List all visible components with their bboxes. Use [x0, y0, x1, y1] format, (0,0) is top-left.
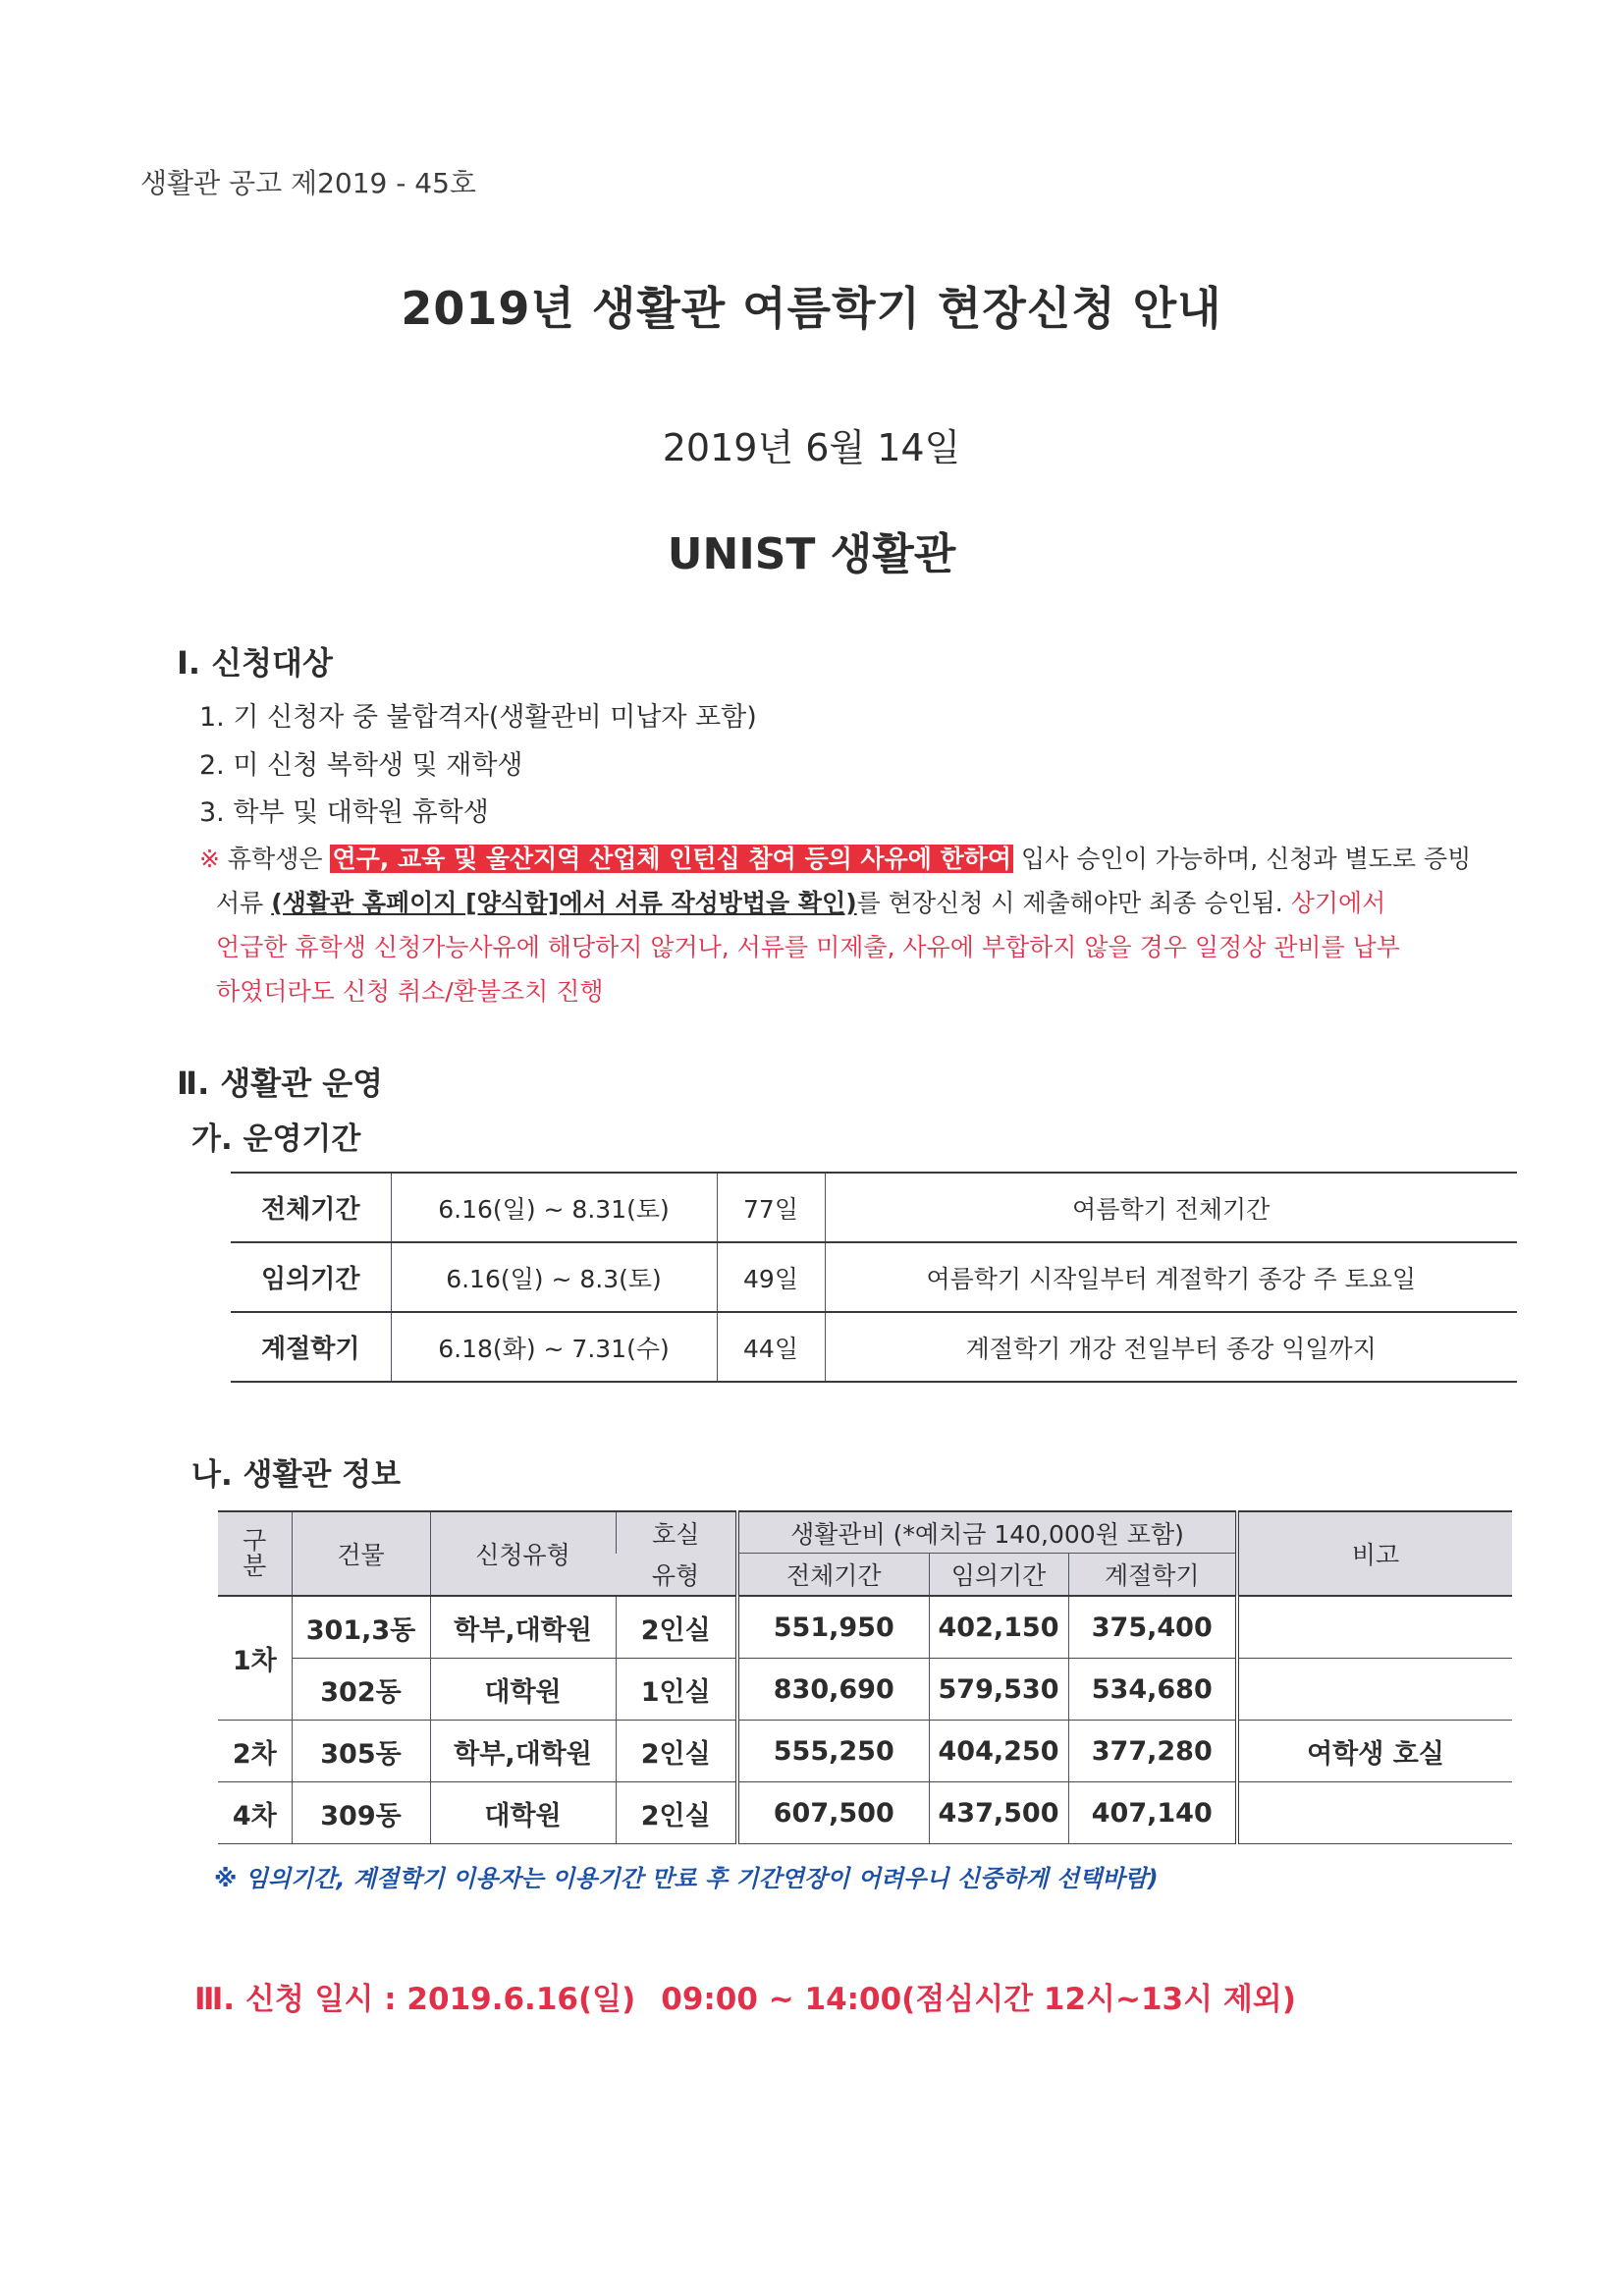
- period-range: 6.18(화) ~ 7.31(수): [391, 1312, 717, 1382]
- remark-cell: [1237, 1596, 1512, 1659]
- col-header-building: 건물: [292, 1511, 430, 1596]
- target-item-2: 2. 미 신청 복학생 및 재학생: [199, 750, 523, 781]
- note-mark: ※: [199, 845, 220, 873]
- fee-full-cell: 830,690: [737, 1659, 929, 1721]
- group-header-bottom: 분: [243, 1551, 267, 1580]
- building-cell: 305동: [292, 1721, 430, 1782]
- table-row: [218, 1596, 1512, 1659]
- remark-cell: [1237, 1782, 1512, 1844]
- section3-label: Ⅲ. 신청 일시 : 2019.6.16(일): [194, 1982, 636, 2017]
- section1-heading: Ⅰ. 신청대상: [177, 644, 333, 682]
- fee-optional-cell: 437,500: [929, 1782, 1068, 1844]
- fee-optional-cell: 404,250: [929, 1721, 1068, 1782]
- period-days: 44일: [717, 1312, 825, 1382]
- note-text-4: 를 현장신청 시 제출해야만 최종 승인됨.: [856, 889, 1283, 917]
- operation-period-table: [231, 1172, 1517, 1383]
- period-type: 임의기간: [231, 1242, 391, 1312]
- note-highlight: 연구, 교육 및 울산지역 산업체 인턴십 참여 등의 사유에 한하여: [332, 845, 1012, 873]
- col-header-room-top: 호실: [616, 1511, 737, 1554]
- fee-seasonal-cell: 407,140: [1068, 1782, 1237, 1844]
- document-date: 2019년 6월 14일: [662, 426, 961, 469]
- note-red-1: 상기에서: [1290, 889, 1386, 917]
- period-desc: 계절학기 개강 전일부터 종강 익일까지: [825, 1312, 1517, 1382]
- col-header-fee-seasonal: 계절학기: [1068, 1554, 1237, 1597]
- note-text-1: 휴학생은: [227, 845, 323, 873]
- period-heading: 가. 운영기간: [191, 1121, 361, 1157]
- notice-number: 생활관 공고 제2019 - 45호: [140, 167, 476, 199]
- note-red-3: 하였더라도 신청 취소/환불조치 진행: [216, 977, 604, 1006]
- room-cell: 1인실: [616, 1659, 737, 1721]
- section2-heading: Ⅱ. 생활관 운영: [177, 1065, 384, 1102]
- fee-full-cell: 551,950: [737, 1596, 929, 1659]
- col-header-fee: 생활관비 (*예치금 140,000원 포함): [737, 1511, 1237, 1554]
- fee-full-cell: 607,500: [737, 1782, 929, 1844]
- period-days: 77일: [717, 1173, 825, 1242]
- col-header-group: [218, 1511, 292, 1596]
- period-range: 6.16(일) ~ 8.31(토): [391, 1173, 717, 1242]
- building-cell: 309동: [292, 1782, 430, 1844]
- group-cell: 2차: [218, 1721, 292, 1782]
- room-cell: 2인실: [616, 1721, 737, 1782]
- note-underlined: (생활관 홈페이지 [양식함]에서 서류 작성방법을 확인): [271, 889, 857, 917]
- note-text-2: 입사 승인이 가능하며, 신청과 별도로 증빙: [1021, 845, 1472, 873]
- target-item-3: 3. 학부 및 대학원 휴학생: [199, 797, 489, 828]
- table-row: [218, 1659, 1512, 1721]
- remark-cell: 여학생 호실: [1237, 1721, 1512, 1782]
- table-row: [218, 1721, 1512, 1782]
- fee-seasonal-cell: 534,680: [1068, 1659, 1237, 1721]
- room-cell: 2인실: [616, 1596, 737, 1659]
- note-red-2: 언급한 휴학생 신청가능사유에 해당하지 않거나, 서류를 미제출, 사유에 부합하지 않을 경우 일정상 관비를 납부: [216, 933, 1400, 961]
- leave-note-line-2: [216, 884, 1385, 919]
- document-title: 2019년 생활관 여름학기 현장신청 안내: [401, 282, 1222, 335]
- building-cell: 301,3동: [292, 1596, 430, 1659]
- col-header-fee-full: 전체기간: [737, 1554, 929, 1597]
- target-item-1: 1. 기 신청자 중 불합격자(생활관비 미납자 포함): [199, 702, 757, 733]
- period-desc: 여름학기 시작일부터 계절학기 종강 주 토요일: [825, 1242, 1517, 1312]
- apply-type-cell: 대학원: [430, 1659, 616, 1721]
- fee-optional-cell: 579,530: [929, 1659, 1068, 1721]
- dormitory-info-table: [218, 1510, 1512, 1844]
- building-cell: 302동: [292, 1659, 430, 1721]
- group-cell: 4차: [218, 1782, 292, 1844]
- info-heading: 나. 생활관 정보: [191, 1457, 402, 1493]
- room-cell: 2인실: [616, 1782, 737, 1844]
- leave-note-line-1: [199, 840, 1471, 875]
- period-warning-note: ※ 임의기간, 계절학기 이용자는 이용기간 만료 후 기간연장이 어려우니 신중하게 선택바람): [214, 1865, 1159, 1892]
- section3-time: 09:00 ~ 14:00(점심시간 12시~13시 제외): [661, 1982, 1296, 2017]
- fee-seasonal-cell: 377,280: [1068, 1721, 1237, 1782]
- period-range: 6.16(일) ~ 8.3(토): [391, 1242, 717, 1312]
- period-days: 49일: [717, 1242, 825, 1312]
- period-desc: 여름학기 전체기간: [825, 1173, 1517, 1242]
- note-text-3: 서류: [216, 889, 264, 917]
- organization-name: UNIST 생활관: [667, 529, 956, 579]
- col-header-apply-type: 신청유형: [430, 1511, 616, 1596]
- table-row: [231, 1312, 1517, 1382]
- section3-application-time: [194, 1974, 1296, 2018]
- remark-cell: [1237, 1659, 1512, 1721]
- apply-type-cell: 대학원: [430, 1782, 616, 1844]
- period-type: 계절학기: [231, 1312, 391, 1382]
- table-row: [231, 1242, 1517, 1312]
- fee-full-cell: 555,250: [737, 1721, 929, 1782]
- col-header-remark: 비고: [1237, 1511, 1512, 1596]
- apply-type-cell: 학부,대학원: [430, 1596, 616, 1659]
- group-header-top: 구: [243, 1525, 267, 1555]
- apply-type-cell: 학부,대학원: [430, 1721, 616, 1782]
- table-row: [231, 1173, 1517, 1242]
- fee-seasonal-cell: 375,400: [1068, 1596, 1237, 1659]
- table-row: [218, 1782, 1512, 1844]
- col-header-room-bottom: 유형: [616, 1554, 737, 1597]
- fee-optional-cell: 402,150: [929, 1596, 1068, 1659]
- group-cell: 1차: [218, 1596, 292, 1721]
- period-type: 전체기간: [231, 1173, 391, 1242]
- col-header-fee-optional: 임의기간: [929, 1554, 1068, 1597]
